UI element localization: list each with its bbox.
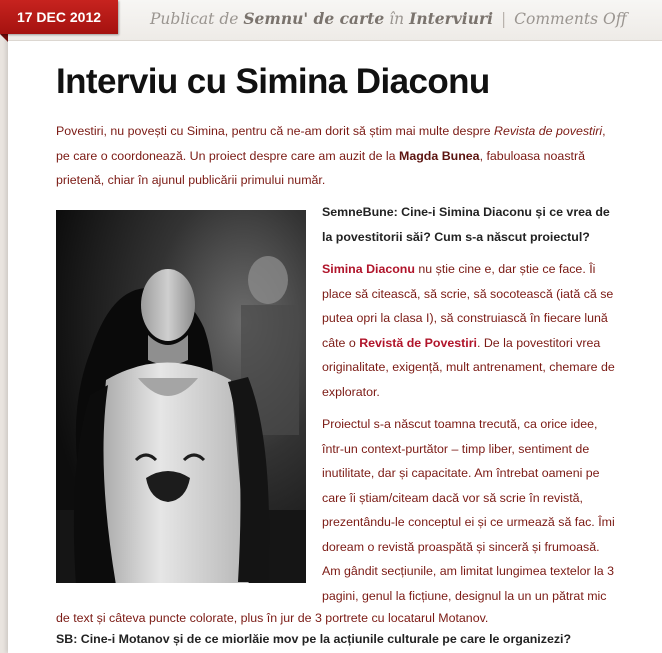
answer-2-tail: de text și câteva puncte colorate, plus în jur de 3 portrete cu locatarul Motanov.	[56, 611, 489, 625]
person-link[interactable]: Magda Bunea	[399, 148, 480, 163]
meta-separator: |	[500, 10, 507, 28]
photo-illustration	[56, 210, 306, 583]
comments-status: Comments Off	[514, 10, 627, 28]
author-link[interactable]: Semnu' de carte	[243, 9, 385, 28]
answer-2: Proiectul s-a născut toamna trecută, ca orice idee, într-un context-purtător – timp liber, sentiment de inutilitate, dar și capacitate. Am întrebat oameni pe care îi știam/citeam dacă vor să scrie în revistă, prezentându-le conceptul ei și ce urmează să fac. Îmi doream o revistă proaspătă și sinceră și frumoasă. Am gândit secțiunile, am limitat lungimea textelor la 3 pagini, genul la ficțiune, designul la un un pătrat mic	[322, 417, 615, 603]
interviewee-name[interactable]: Simina Diaconu	[322, 262, 415, 276]
article-intro	[56, 119, 616, 193]
in-word: în	[389, 10, 405, 28]
published-prefix: Publicat de	[150, 10, 239, 28]
question-2: SB: Cine-i Motanov și de ce miorlăie mov pe la acțiunile culturale pe care le organizezi?	[56, 632, 572, 646]
date-badge: 17 DEC 2012	[0, 0, 118, 34]
magazine-link[interactable]: Revista de povestiri	[494, 124, 603, 138]
answer-1-text-2: . De la povestitori vrea originalitate, exigență, mult antrenament, chemare de explorator.	[322, 335, 615, 399]
answer-1	[322, 257, 620, 404]
intro-text-1: Povestiri, nu povești cu Simina, pentru că ne-am dorit să știm mai multe despre	[56, 124, 494, 138]
intro-text-2: , pe care o coordonează. Un proiect despre care am auzit de la	[56, 124, 606, 163]
magazine-name: Revistă de Povestiri	[359, 335, 477, 350]
date-badge-fold	[0, 34, 8, 42]
answer-1-text-1: nu știe cine e, dar știe ce face. Îi place să citească, să scrie, să socotească (iată că se putea opri la clasa I), să construiască în fiecare lună câte o	[322, 262, 614, 350]
post-meta	[150, 9, 627, 28]
interview-photo[interactable]	[56, 210, 306, 583]
question-1: SemneBune: Cine-i Simina Diaconu și ce vrea de la povestitorii săi? Cum s-a născut proiectul?	[322, 205, 610, 244]
article-title[interactable]: Interviu cu Simina Diaconu	[56, 62, 490, 101]
category-link[interactable]: Interviuri	[409, 9, 494, 28]
intro-text-3: , fabuloasa noastră prietenă, chiar în ajunul publicării primului număr.	[56, 148, 585, 187]
